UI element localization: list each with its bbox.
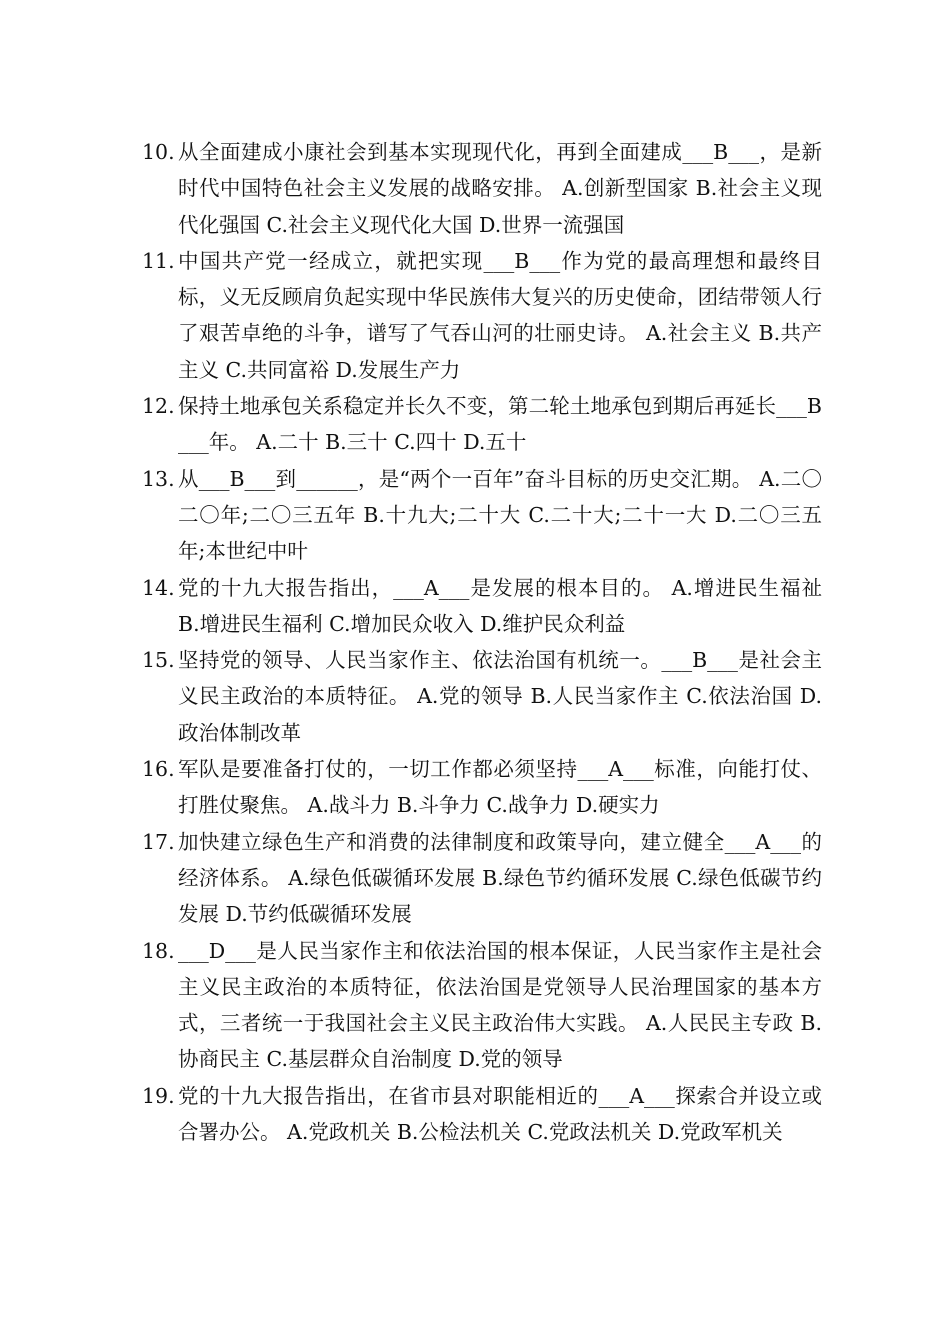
question-text: 坚持党的领导、人民当家作主、依法治国有机统一。___B___是社会主义民主政治的本质特征。 A.党的领导 B.人民当家作主 C.依法治国 D.政治体制改革 <box>178 648 822 745</box>
question-list <box>142 134 822 1150</box>
question-19 <box>142 1078 822 1151</box>
question-text: 保持土地承包关系稳定并长久不变，第二轮土地承包到期后再延长___B___年。 A.二十 B.三十 C.四十 D.五十 <box>178 394 822 455</box>
question-number: 15. <box>142 648 175 673</box>
question-number: 12. <box>142 394 175 419</box>
question-number: 16. <box>142 757 175 782</box>
question-13 <box>142 461 822 570</box>
question-11 <box>142 243 822 388</box>
question-16 <box>142 751 822 824</box>
question-number: 10. <box>142 140 175 164</box>
question-text: 加快建立绿色生产和消费的法律制度和政策导向，建立健全___A___的经济体系。 A.绿色低碳循环发展 B.绿色节约循环发展 C.绿色低碳节约发展 D.节约低碳循环发展 <box>178 829 822 927</box>
question-text: 军队是要准备打仗的，一切工作都必须坚持___A___标准，向能打仗、打胜仗聚焦。 A.战斗力 B.斗争力 C.战争力 D.硬实力 <box>178 757 822 818</box>
question-14 <box>142 570 822 643</box>
question-number: 19. <box>142 1083 175 1108</box>
question-number: 11. <box>142 248 175 273</box>
question-number: 18. <box>142 938 175 963</box>
question-number: 13. <box>142 466 175 491</box>
question-number: 14. <box>142 575 175 600</box>
question-text: 从全面建成小康社会到基本实现现代化，再到全面建成___B___，是新时代中国特色社会主义发展的战略安排。 A.创新型国家 B.社会主义现代化强国 C.社会主义现代化大国 D.世界一流强国 <box>178 140 822 237</box>
question-text: 党的十九大报告指出，在省市县对职能相近的___A___探索合并设立或合署办公。 A.党政机关 B.公检法机关 C.党政法机关 D.党政军机关 <box>178 1083 822 1145</box>
question-text: ___D___是人民当家作主和依法治国的根本保证，人民当家作主是社会主义民主政治的本质特征，依法治国是党领导人民治理国家的基本方式，三者统一于我国社会主义民主政治伟大实践。 A.人民民主专政 B.协商民主 C.基层群众自治制度 D.党的领导 <box>178 938 822 1072</box>
question-text: 从___B___到______，是“两个一百年”奋斗目标的历史交汇期。 A.二〇二〇年;二〇三五年 B.十九大;二十大 C.二十大;二十一大 D.二〇三五年;本世纪中叶 <box>178 466 822 564</box>
question-12 <box>142 388 822 461</box>
question-17 <box>142 824 822 933</box>
question-number: 17. <box>142 829 175 854</box>
question-text: 中国共产党一经成立，就把实现___B___作为党的最高理想和最终目标，义无反顾肩负起实现中华民族伟大复兴的历史使命，团结带领人行了艰苦卓绝的斗争，谱写了气吞山河的壮丽史诗。 A.社会主义 B.共产主义 C.共同富裕 D.发展生产力 <box>178 248 822 382</box>
question-10 <box>142 134 822 243</box>
question-15 <box>142 642 822 751</box>
question-text: 党的十九大报告指出，___A___是发展的根本目的。 A.增进民生福祉 B.增进民生福利 C.增加民众收入 D.维护民众利益 <box>178 575 822 636</box>
question-18 <box>142 933 822 1078</box>
